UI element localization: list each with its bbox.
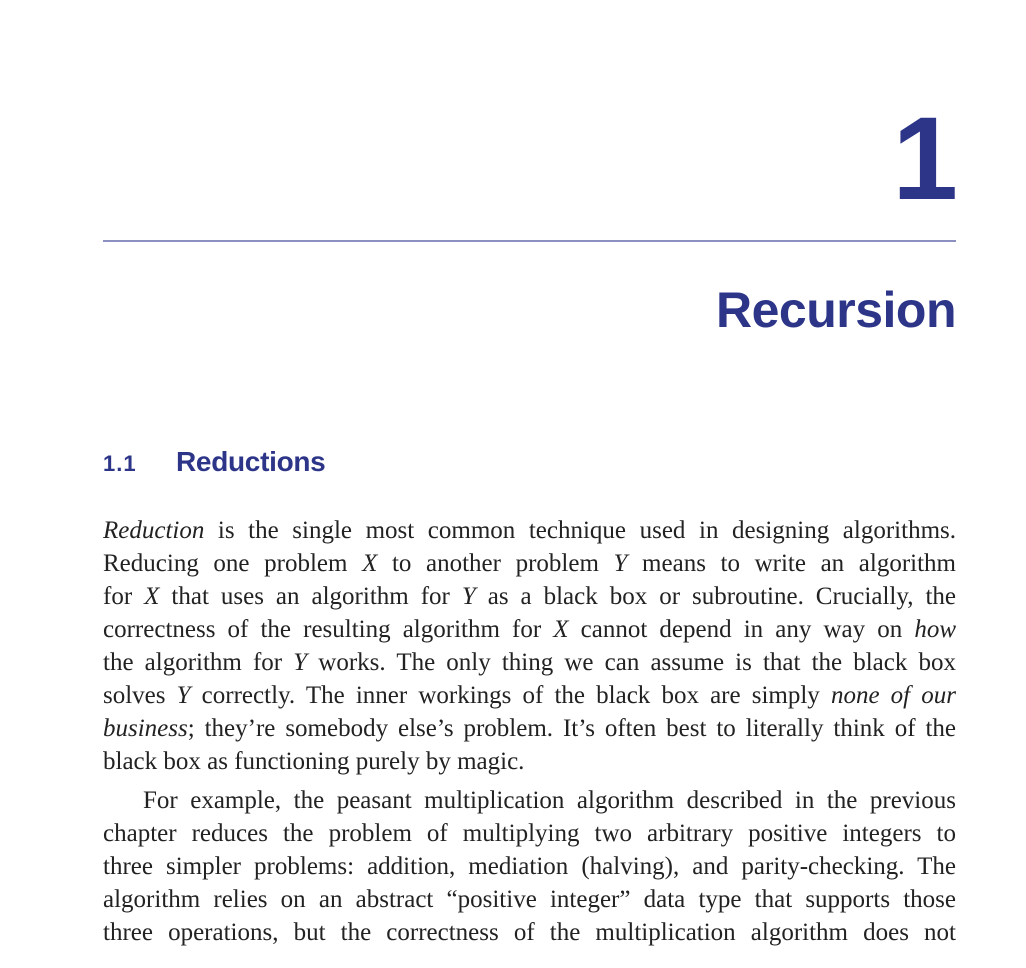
text-line bbox=[103, 580, 956, 613]
paragraph bbox=[103, 514, 956, 778]
body-text bbox=[103, 514, 956, 949]
paragraph bbox=[103, 784, 956, 949]
text-line bbox=[103, 679, 956, 712]
text-run: For example, the peasant multiplication algorithm described in the previous bbox=[143, 787, 956, 814]
italic-text: Y bbox=[176, 682, 191, 709]
text-line bbox=[103, 613, 956, 646]
text-run: solves bbox=[103, 682, 177, 709]
text-run: chapter reduces the problem of multiplying two arbitrary positive integers to bbox=[103, 820, 956, 847]
section-number: 1.1 bbox=[103, 451, 137, 476]
italic-text: X bbox=[362, 550, 378, 577]
text-run: to another problem bbox=[377, 550, 614, 577]
italic-text: none of our bbox=[830, 682, 956, 709]
section-title: Reductions bbox=[176, 446, 326, 477]
text-run: Reducing one problem bbox=[103, 550, 363, 577]
text-line bbox=[103, 883, 956, 916]
text-run: correctly. The inner workings of the black box are simply bbox=[190, 682, 831, 709]
chapter-divider bbox=[103, 240, 956, 242]
text-line bbox=[103, 784, 956, 817]
text-run: works. The only thing we can assume is that the black box bbox=[307, 649, 956, 676]
text-run: ; they’re somebody else’s problem. It’s often best to literally think of the bbox=[187, 715, 956, 742]
italic-text: Y bbox=[613, 550, 628, 577]
text-line bbox=[103, 745, 956, 778]
text-run: the algorithm for bbox=[103, 649, 294, 676]
text-run: algorithm relies on an abstract “positive integer” data type that supports those bbox=[103, 886, 956, 913]
text-run: means to write an algorithm bbox=[627, 550, 956, 577]
text-run: for bbox=[103, 583, 145, 610]
text-run: correctness of the resulting algorithm for bbox=[103, 616, 554, 643]
section-heading bbox=[103, 446, 325, 478]
italic-text: Y bbox=[461, 583, 476, 610]
italic-text: Y bbox=[293, 649, 308, 676]
text-line bbox=[103, 916, 956, 949]
text-line bbox=[103, 646, 956, 679]
italic-text: how bbox=[914, 616, 956, 643]
text-line bbox=[103, 514, 956, 547]
text-run: three operations, but the correctness of the multiplication algorithm does not bbox=[103, 919, 956, 946]
text-line bbox=[103, 712, 956, 745]
italic-text: Reduction bbox=[103, 517, 205, 544]
text-run: that uses an algorithm for bbox=[159, 583, 462, 610]
chapter-title: Recursion bbox=[715, 282, 956, 338]
italic-text: X bbox=[553, 616, 569, 643]
italic-text: business bbox=[103, 715, 188, 742]
text-run: is the single most common technique used in designing algorithms. bbox=[204, 517, 956, 544]
italic-text: X bbox=[144, 583, 160, 610]
text-run: as a black box or subroutine. Crucially, the bbox=[475, 583, 956, 610]
text-line bbox=[103, 850, 956, 883]
text-run: black box as functioning purely by magic. bbox=[103, 748, 525, 775]
text-run: three simpler problems: addition, mediation (halving), and parity-checking. The bbox=[103, 853, 956, 880]
text-run: cannot depend in any way on bbox=[568, 616, 915, 643]
chapter-number: 1 bbox=[892, 93, 956, 225]
text-line bbox=[103, 817, 956, 850]
text-line bbox=[103, 547, 956, 580]
